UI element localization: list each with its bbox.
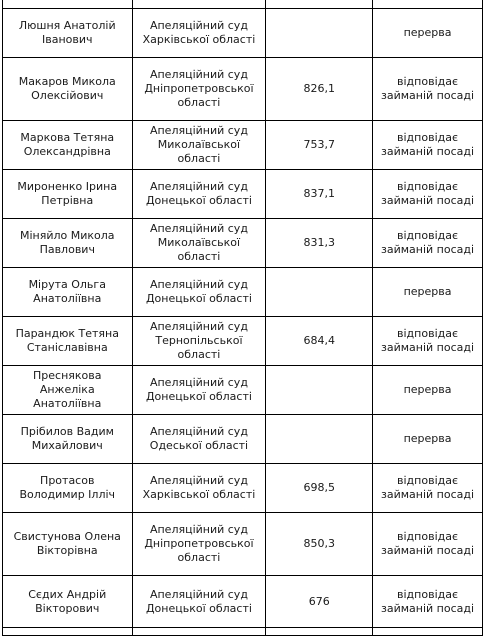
table-row [3, 628, 483, 636]
status-cell [373, 0, 483, 9]
table-row [3, 121, 483, 170]
table-row [3, 464, 483, 513]
table-row [3, 366, 483, 415]
value-cell [266, 628, 373, 636]
status-cell: відповідає займаній посаді [373, 170, 483, 219]
table-row [3, 170, 483, 219]
status-cell: відповідає займаній посаді [373, 58, 483, 121]
value-cell [266, 0, 373, 9]
status-cell: перерва [373, 9, 483, 58]
name-cell: Прібилов Вадим Михайлович [3, 415, 133, 464]
table-row [3, 317, 483, 366]
court-cell: Апеляційний суд Донецької області [132, 268, 266, 317]
court-cell: Апеляційний суд Донецької області [132, 576, 266, 628]
court-cell: Апеляційний суд Донецької області [132, 366, 266, 415]
value-cell: 831,3 [266, 219, 373, 268]
status-cell: відповідає займаній посаді [373, 513, 483, 576]
court-cell: Апеляційний суд Дніпропетровської області [132, 513, 266, 576]
judges-table [2, 0, 483, 636]
name-cell: Протасов Володимир Ілліч [3, 464, 133, 513]
value-cell: 753,7 [266, 121, 373, 170]
name-cell [3, 0, 133, 9]
table-row [3, 513, 483, 576]
name-cell: Мірута Ольга Анатоліївна [3, 268, 133, 317]
table-row [3, 0, 483, 9]
court-cell: Апеляційний суд Харківської області [132, 464, 266, 513]
name-cell: Макаров Микола Олексійович [3, 58, 133, 121]
name-cell [3, 628, 133, 636]
table-row [3, 576, 483, 628]
name-cell: Преснякова Анжеліка Анатоліївна [3, 366, 133, 415]
status-cell: відповідає займаній посаді [373, 121, 483, 170]
status-cell: перерва [373, 268, 483, 317]
court-cell: Апеляційний суд Миколаївської області [132, 219, 266, 268]
table-row [3, 58, 483, 121]
value-cell [266, 415, 373, 464]
value-cell [266, 366, 373, 415]
name-cell: Люшня Анатолій Іванович [3, 9, 133, 58]
status-cell: перерва [373, 415, 483, 464]
value-cell: 837,1 [266, 170, 373, 219]
name-cell: Парандюк Тетяна Станіславівна [3, 317, 133, 366]
status-cell: відповідає займаній посаді [373, 464, 483, 513]
value-cell: 826,1 [266, 58, 373, 121]
value-cell: 698,5 [266, 464, 373, 513]
court-cell [132, 0, 266, 9]
table-row [3, 268, 483, 317]
name-cell: Міняйло Микола Павлович [3, 219, 133, 268]
court-cell [132, 628, 266, 636]
court-cell: Апеляційний суд Харківської області [132, 9, 266, 58]
value-cell: 676 [266, 576, 373, 628]
name-cell: Сєдих Андрій Вікторович [3, 576, 133, 628]
court-cell: Апеляційний суд Одеської області [132, 415, 266, 464]
value-cell [266, 9, 373, 58]
status-cell: відповідає займаній посаді [373, 219, 483, 268]
name-cell: Мироненко Ірина Петрівна [3, 170, 133, 219]
court-cell: Апеляційний суд Дніпропетровської області [132, 58, 266, 121]
table-row [3, 415, 483, 464]
status-cell: перерва [373, 366, 483, 415]
table-row [3, 9, 483, 58]
status-cell [373, 628, 483, 636]
status-cell: відповідає займаній посаді [373, 576, 483, 628]
value-cell: 684,4 [266, 317, 373, 366]
name-cell: Маркова Тетяна Олександрівна [3, 121, 133, 170]
status-cell: відповідає займаній посаді [373, 317, 483, 366]
table-row [3, 219, 483, 268]
court-cell: Апеляційний суд Тернопільської області [132, 317, 266, 366]
name-cell: Свистунова Олена Вікторівна [3, 513, 133, 576]
court-cell: Апеляційний суд Миколаївської області [132, 121, 266, 170]
value-cell [266, 268, 373, 317]
value-cell: 850,3 [266, 513, 373, 576]
court-cell: Апеляційний суд Донецької області [132, 170, 266, 219]
